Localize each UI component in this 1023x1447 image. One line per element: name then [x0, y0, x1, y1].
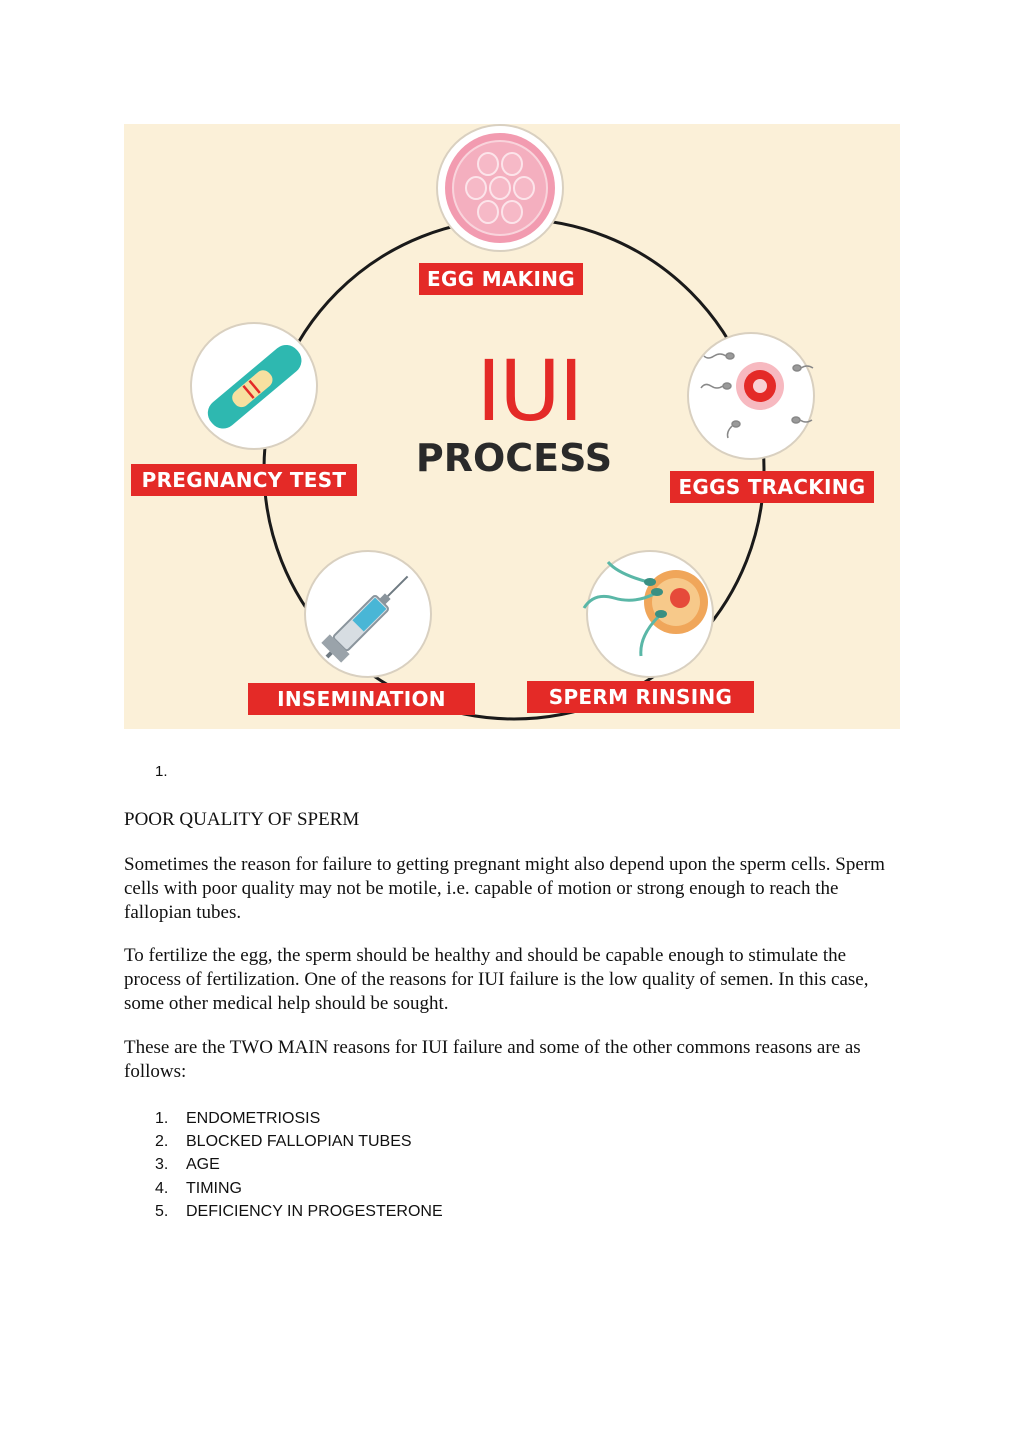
egg-tracking-icon: [688, 333, 814, 459]
eggs-tracking-label: EGGS TRACKING: [670, 471, 874, 503]
paragraph-main-reasons: These are the TWO MAIN reasons for IUI failure and some of the other commons reasons are as follows:: [124, 1037, 861, 1082]
paragraph-fertilize: To fertilize the egg, the sperm should be healthy and should be capable enough to stimulate the process of fertilization. One of the reasons for IUI failure is the low quality of semen. In this case, some other medical help should be sought.: [124, 945, 869, 1014]
pregnancy-test-label: PREGNANCY TEST: [131, 464, 357, 496]
list-item-text: ENDOMETRIOSIS: [186, 1110, 321, 1127]
section-heading: POOR QUALITY OF SPERM: [124, 809, 360, 830]
sperm-rinsing-icon: [584, 551, 713, 677]
list-item-text: BLOCKED FALLOPIAN TUBES: [186, 1133, 412, 1151]
list-item-number: 5.: [155, 1202, 169, 1220]
list-item-text: AGE: [186, 1156, 220, 1174]
list-item-number: 4.: [155, 1179, 169, 1197]
egg-cells-icon: [437, 125, 563, 251]
paragraph-sperm-cells: Sometimes the reason for failure to getting pregnant might also depend upon the sperm cells. Sperm cells with poor quality may not be motile, i.e. capable of motion or strong enough to reach the fallopian tubes.: [124, 854, 885, 923]
sperm-rinsing-label: SPERM RINSING: [527, 681, 754, 713]
list-item-number: 2.: [155, 1133, 169, 1151]
list-item-text: DEFICIENCY IN PROGESTERONE: [186, 1202, 443, 1220]
syringe-icon: [305, 551, 431, 677]
figure-title-iui: IUI: [476, 342, 582, 440]
egg-making-label: EGG MAKING: [419, 263, 583, 295]
figure-title-process: PROCESS: [415, 436, 613, 480]
iui-process-figure: [124, 124, 900, 729]
list-item-number: 1.: [155, 1110, 169, 1127]
list-item-text: TIMING: [186, 1179, 242, 1197]
list-item-number: 3.: [155, 1156, 169, 1174]
pregnancy-test-icon: [191, 323, 317, 449]
list-marker: 1.: [155, 763, 168, 780]
insemination-label: INSEMINATION: [248, 683, 475, 715]
